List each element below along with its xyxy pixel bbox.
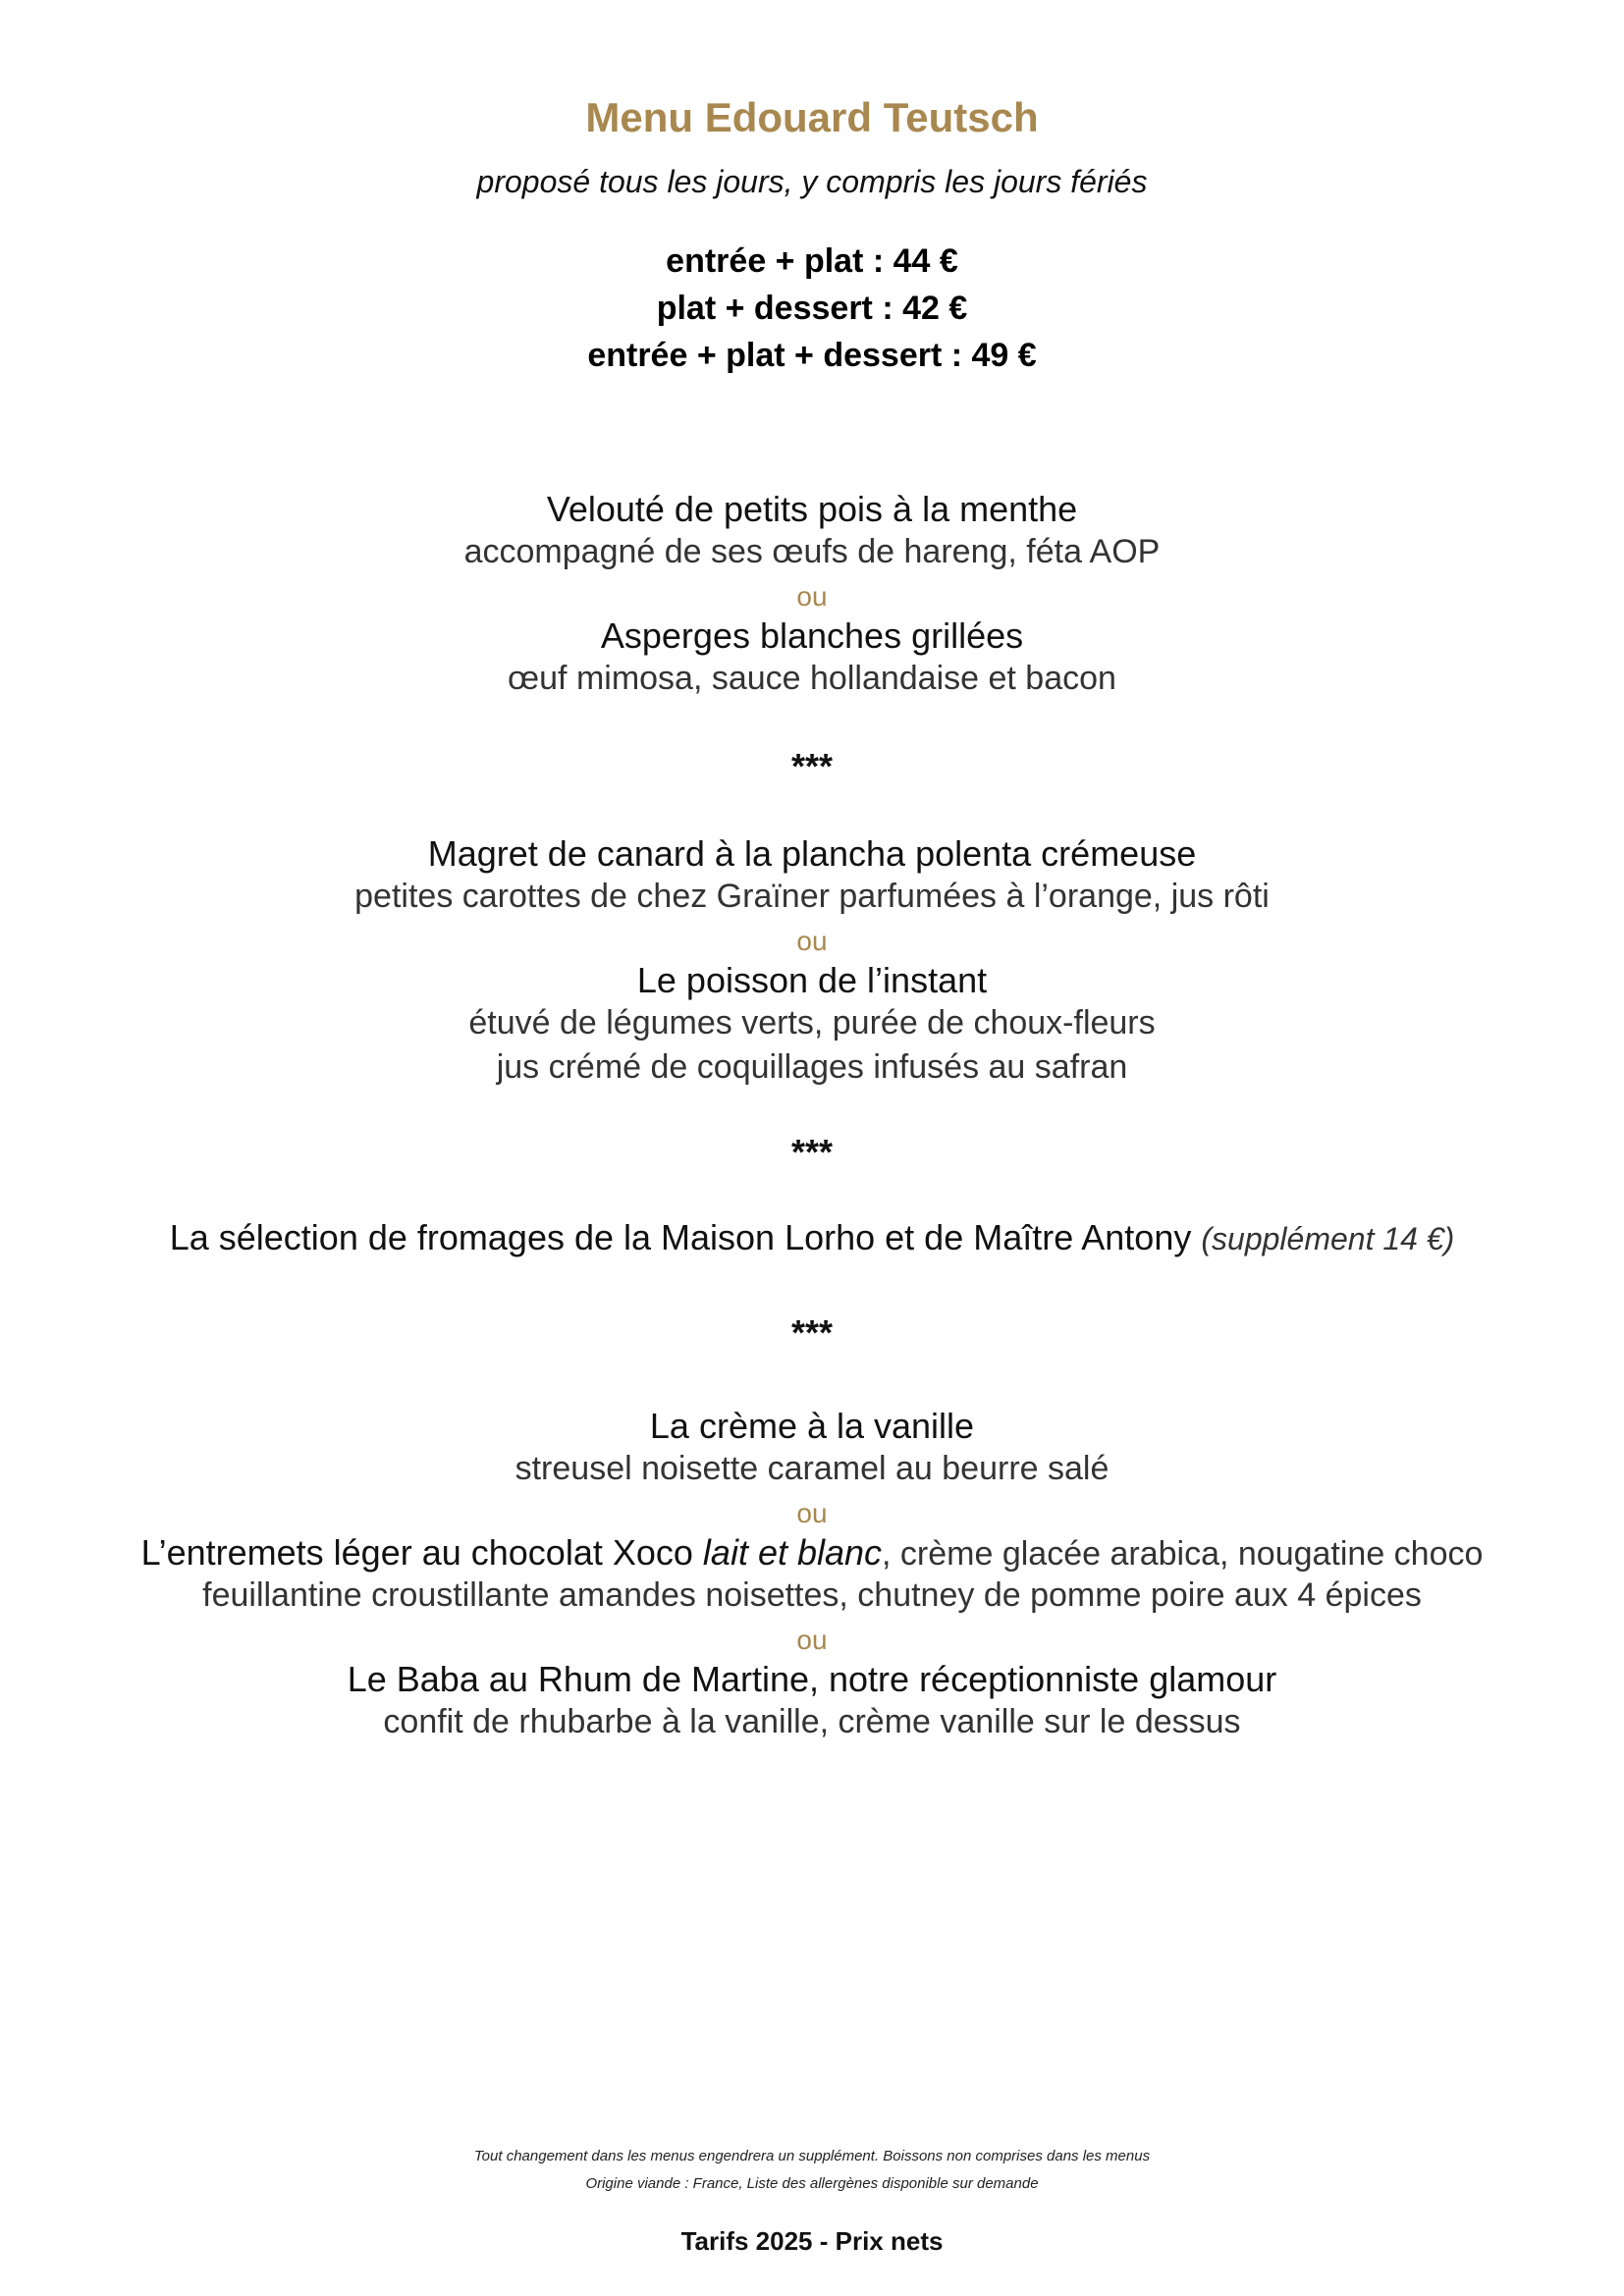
entree-1-desc: accompagné de ses œufs de hareng, féta AOP [463, 533, 1161, 570]
plat-2-name: Le poisson de l’instant [636, 960, 988, 1000]
separator-3: *** [790, 1312, 834, 1353]
plat-or: ou [796, 926, 828, 956]
dessert-1-desc: streusel noisette caramel au beurre salé [514, 1450, 1110, 1487]
price-entree-plat: entrée + plat : 44 € [666, 242, 958, 280]
separator-1: *** [790, 746, 834, 786]
dessert-or-1: ou [796, 1498, 828, 1528]
note-line-1: Tout changement dans les menus engendrera un supplément. Boissons non comprises dans les menus [473, 2148, 1151, 2164]
entree-2-name: Asperges blanches grillées [600, 615, 1024, 656]
menu-subtitle: proposé tous les jours, y compris les jours fériés [476, 164, 1148, 199]
separator-2: *** [790, 1132, 834, 1172]
price-entree-plat-dessert: entrée + plat + dessert : 49 € [587, 337, 1037, 374]
fromage-supplement: (supplément 14 €) [1201, 1221, 1455, 1256]
price-plat-dessert: plat + dessert : 42 € [656, 290, 968, 327]
menu-title: Menu Edouard Teutsch [585, 94, 1039, 140]
dessert-2-name-italic: lait et blanc [702, 1532, 883, 1573]
note-line-2: Origine viande : France, Liste des allergènes disponible sur demande [585, 2175, 1039, 2192]
dessert-2-name-part1: L’entremets léger au chocolat Xoco [140, 1532, 693, 1573]
footer-tarifs: Tarifs 2025 - Prix nets [680, 2226, 944, 2256]
dessert-2-desc: feuillantine croustillante amandes noisettes, chutney de pomme poire aux 4 épices [202, 1576, 1422, 1614]
entree-1-name: Velouté de petits pois à la menthe [546, 489, 1078, 529]
plat-1-name: Magret de canard à la plancha polenta crémeuse [427, 833, 1197, 874]
entree-2-desc: œuf mimosa, sauce hollandaise et bacon [508, 660, 1116, 697]
fromage-line [0, 1217, 1624, 1258]
dessert-2-name-part2: , crème glacée arabica, nougatine choco [882, 1535, 1484, 1573]
plat-2-desc-2: jus crémé de coquillages infusés au safran [496, 1048, 1128, 1086]
dessert-3-name: Le Baba au Rhum de Martine, notre réceptionniste glamour [347, 1659, 1277, 1699]
dessert-3-desc: confit de rhubarbe à la vanille, crème vanille sur le dessus [383, 1703, 1241, 1740]
dessert-2-name [0, 1532, 1624, 1574]
dessert-or-2: ou [796, 1625, 828, 1655]
plat-2-desc-1: étuvé de légumes verts, purée de choux-fleurs [468, 1004, 1156, 1041]
entree-or: ou [796, 581, 828, 612]
fromage-name: La sélection de fromages de la Maison Lorho et de Maître Antony [169, 1217, 1192, 1257]
plat-1-desc: petites carottes de chez Graïner parfumées à l’orange, jus rôti [354, 878, 1270, 915]
dessert-1-name: La crème à la vanille [649, 1406, 975, 1446]
